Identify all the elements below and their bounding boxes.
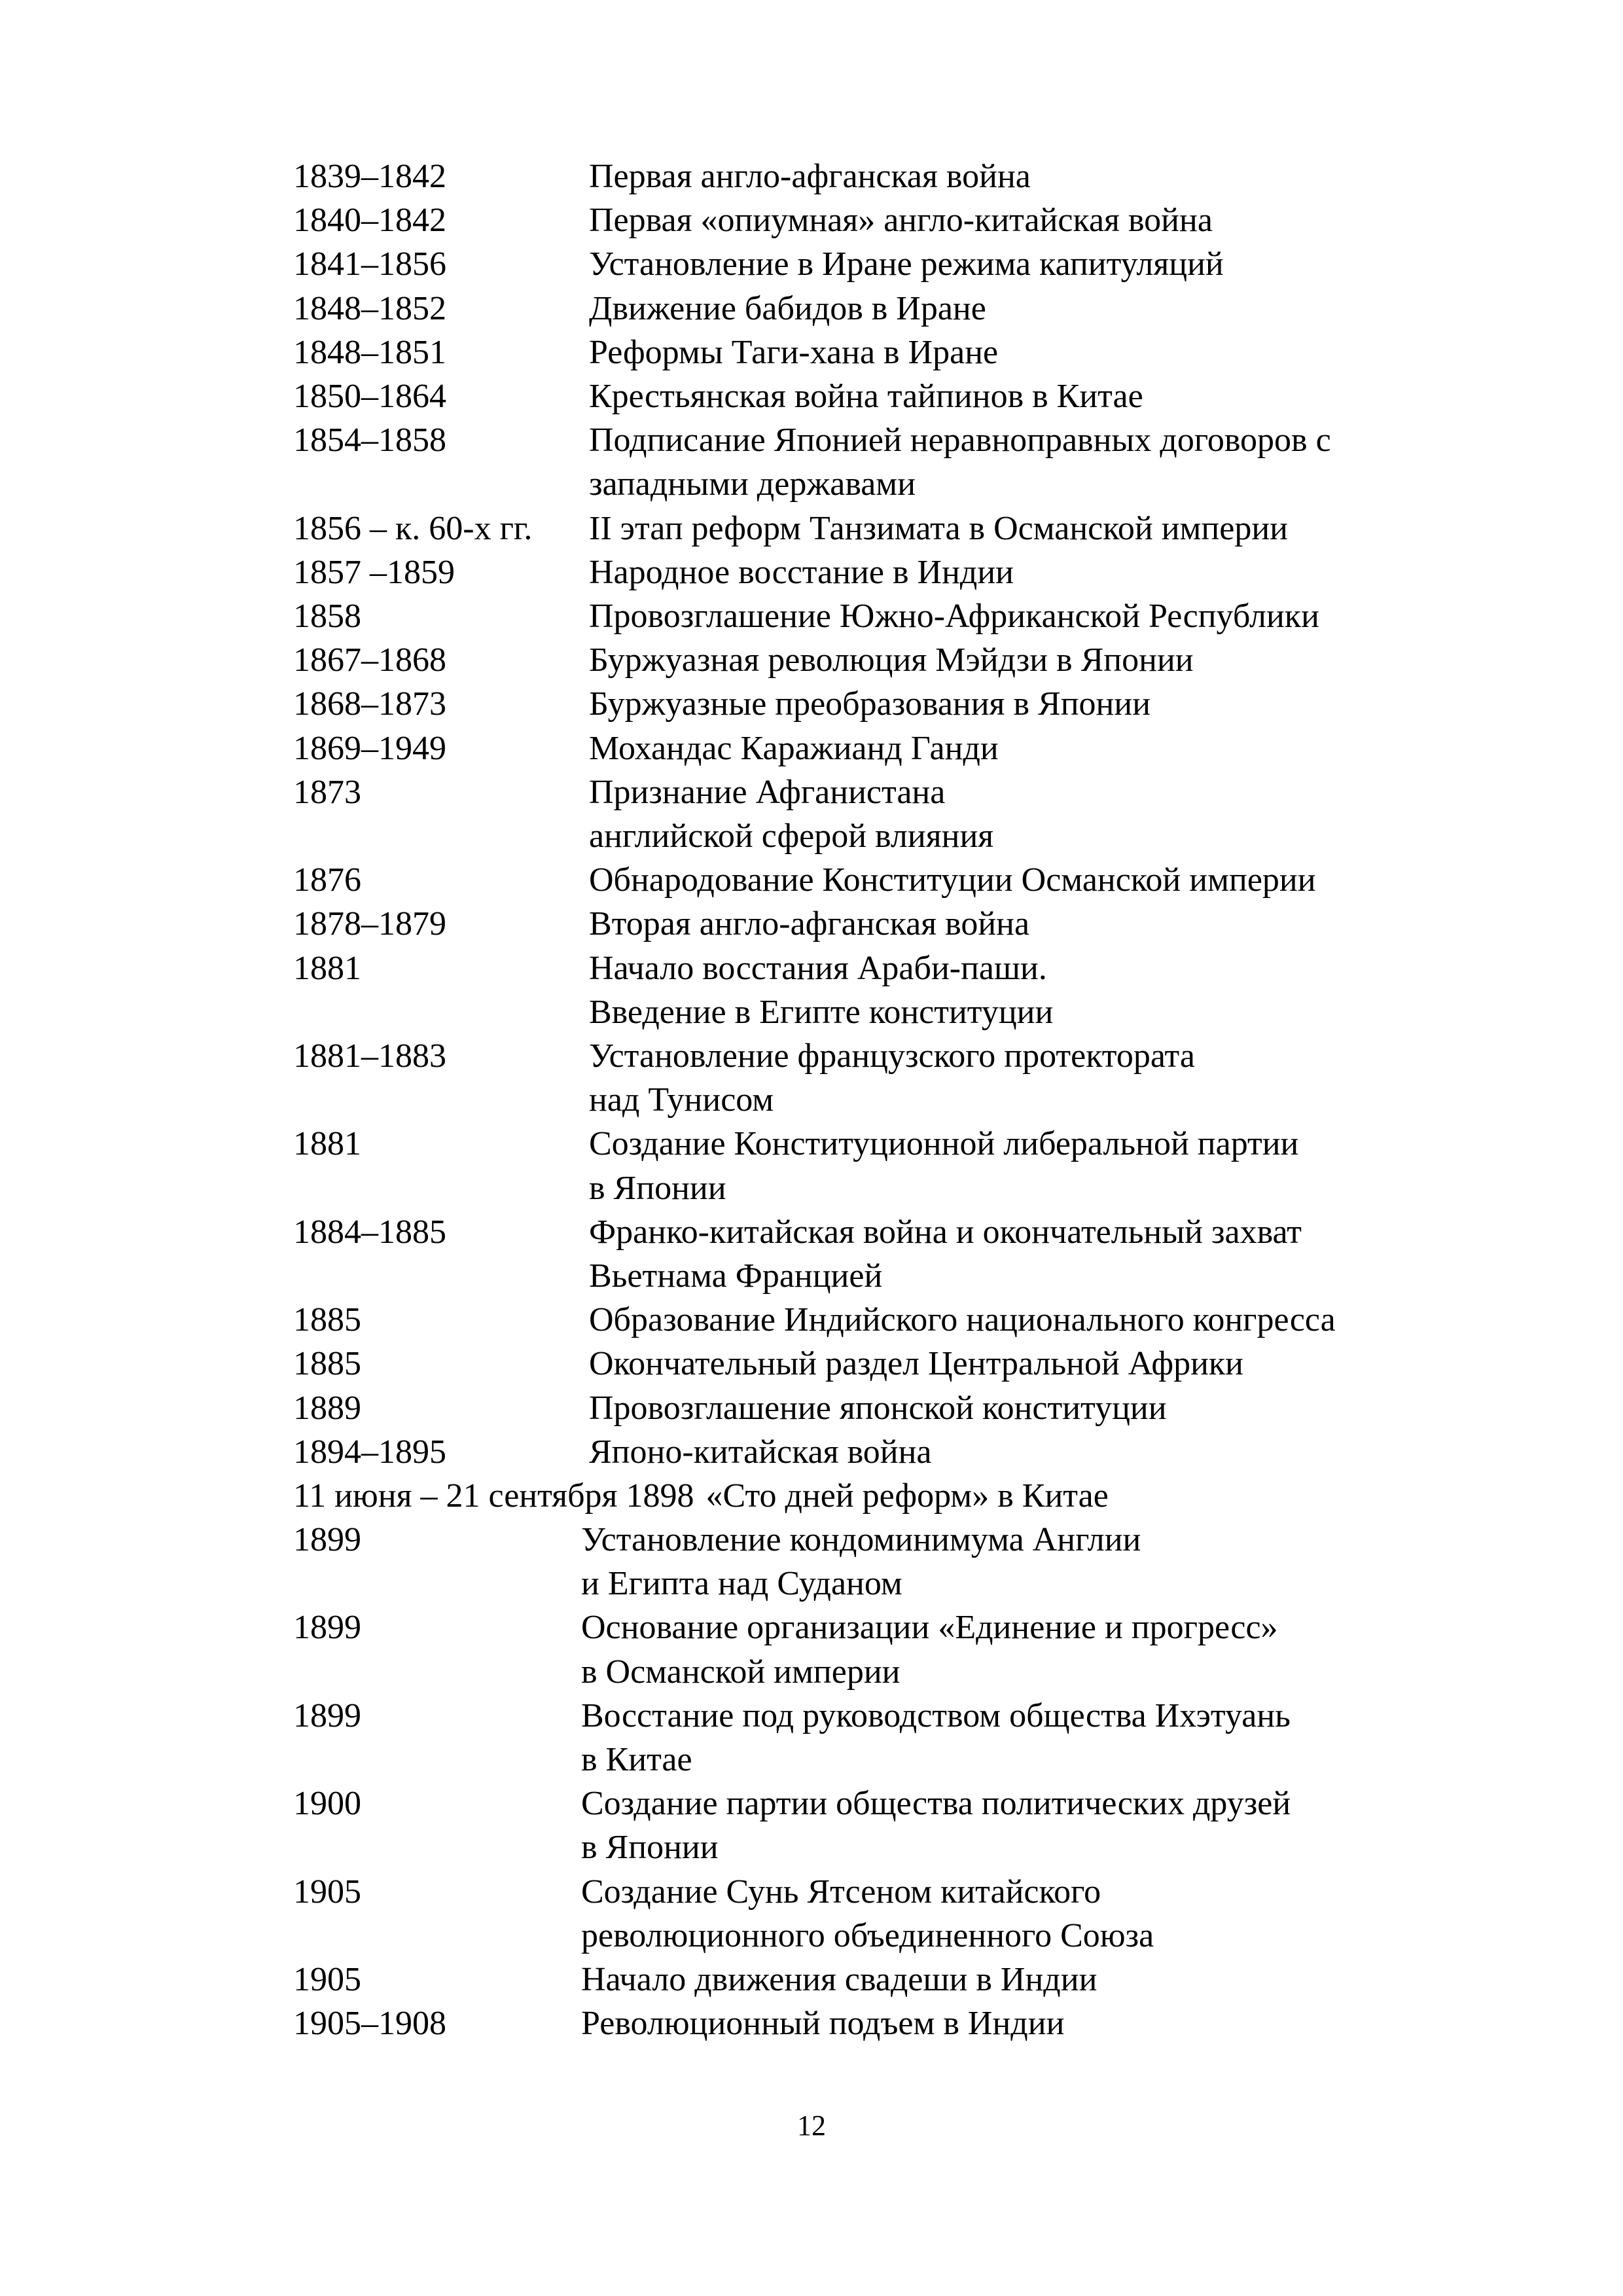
event-description (589, 287, 1484, 331)
event-date: 1868–1873 (293, 685, 446, 723)
chronology-row (293, 1958, 1484, 2001)
event-date: 1854–1858 (293, 422, 446, 459)
event-line: Франко-китайская война и окончательный захват (589, 1213, 1302, 1251)
event-description (581, 1605, 1484, 1693)
event-date: 1841–1856 (293, 245, 446, 283)
chronology-row (293, 1298, 1484, 1342)
event-line: над Тунисом (589, 1081, 774, 1119)
chronology-row (293, 331, 1484, 374)
event-description (589, 594, 1484, 638)
event-line: Установление в Иране режима капитуляций (589, 245, 1224, 283)
event-date: 1881 (293, 949, 361, 987)
event-line: Подписание Японией неравноправных договоров с (589, 422, 1331, 459)
event-description (589, 946, 1484, 1034)
chronology-row (293, 770, 1484, 858)
event-date: 1858 (293, 598, 361, 635)
event-date: 1899 (293, 1696, 361, 1734)
event-line: революционного объединенного Союза (581, 1916, 1154, 1954)
chronology-row (293, 507, 1484, 550)
event-description (589, 638, 1484, 682)
chronology-row (293, 858, 1484, 902)
event-description (581, 2001, 1484, 2045)
chronology-row (293, 1386, 1484, 1430)
event-line: Буржуазные преобразования в Японии (589, 685, 1151, 723)
event-date: 1885 (293, 1301, 361, 1339)
event-line: в Китае (581, 1741, 692, 1779)
event-description (589, 1430, 1484, 1474)
event-line: в Японии (581, 1829, 719, 1867)
event-line: Введение в Египте конституции (589, 993, 1054, 1031)
event-date: 1867–1868 (293, 641, 446, 679)
chronology-table (293, 154, 1484, 2045)
event-description (589, 682, 1484, 726)
event-date: 11 июня – 21 сентября 1898 (293, 1477, 694, 1515)
event-description (589, 198, 1484, 242)
chronology-row (293, 682, 1484, 726)
event-description (581, 1870, 1484, 1958)
event-description (589, 1210, 1484, 1298)
chronology-row (293, 374, 1484, 418)
event-date: 1905–1908 (293, 2005, 446, 2043)
event-date: 1850–1864 (293, 378, 446, 416)
chronology-row (293, 902, 1484, 946)
event-description (589, 858, 1484, 902)
event-line: Реформы Таги-хана в Иране (589, 333, 999, 371)
chronology-row (293, 198, 1484, 242)
event-date: 1894–1895 (293, 1433, 446, 1471)
event-line: Признание Афганистана (589, 773, 946, 811)
event-line: Создание партии общества политических друзей (581, 1785, 1291, 1823)
event-line: Вторая англо-афганская война (589, 905, 1030, 943)
chronology-row (293, 1342, 1484, 1386)
event-description (589, 902, 1484, 946)
event-line: Начало движения свадеши в Индии (581, 1960, 1097, 1998)
chronology-row (293, 1474, 1484, 1518)
event-line: Основание организации «Единение и прогресс» (581, 1609, 1278, 1647)
event-date: 1848–1852 (293, 289, 446, 327)
event-line: Мохандас Каражианд Ганди (589, 729, 999, 767)
event-line: Революционный подъем в Индии (581, 2005, 1065, 2043)
event-line: Установление французского протектората (589, 1037, 1195, 1075)
event-line: английской сферой влияния (589, 817, 994, 855)
event-description (589, 331, 1484, 374)
event-date: 1876 (293, 861, 361, 899)
chronology-row (293, 1694, 1484, 1782)
event-description (589, 770, 1484, 858)
chronology-row (293, 1518, 1484, 1605)
chronology-row (293, 1122, 1484, 1210)
chronology-row (293, 594, 1484, 638)
event-description (589, 1298, 1484, 1342)
event-line: Первая «опиумная» англо-китайская война (589, 202, 1213, 240)
event-line: в Японии (589, 1169, 726, 1207)
event-line: Крестьянская война тайпинов в Китае (589, 378, 1143, 416)
event-line: Восстание под руководством общества Ихэтуань (581, 1696, 1291, 1734)
chronology-row (293, 946, 1484, 1034)
event-description (581, 1518, 1484, 1605)
event-date: 1857 –1859 (293, 553, 455, 591)
chronology-row (293, 726, 1484, 770)
event-line: Создание Сунь Ятсеном китайского (581, 1873, 1101, 1910)
event-date: 1885 (293, 1345, 361, 1383)
event-line: Народное восстание в Индии (589, 553, 1014, 591)
event-date: 1848–1851 (293, 333, 446, 371)
event-description (589, 418, 1484, 506)
event-line: Окончательный раздел Центральной Африки (589, 1345, 1243, 1383)
event-line: западными державами (589, 465, 916, 503)
event-description (589, 374, 1484, 418)
event-date: 1881–1883 (293, 1037, 446, 1075)
chronology-row (293, 1605, 1484, 1693)
event-description (581, 1694, 1484, 1782)
event-line: Первая англо-афганская война (589, 158, 1031, 195)
event-date: 1873 (293, 773, 361, 811)
event-line: Начало восстания Араби-паши. (589, 949, 1047, 987)
event-date: 1905 (293, 1873, 361, 1910)
event-line: Провозглашение японской конституции (589, 1389, 1167, 1427)
event-line: Установление кондоминимума Англии (581, 1521, 1141, 1559)
page-number: 12 (797, 2109, 826, 2142)
event-line: II этап реформ Танзимата в Османской империи (589, 509, 1289, 547)
event-description (589, 726, 1484, 770)
chronology-row (293, 1870, 1484, 1958)
chronology-row (293, 418, 1484, 506)
event-line: Движение бабидов в Иране (589, 289, 986, 327)
event-description (694, 1474, 1484, 1518)
event-date: 1899 (293, 1609, 361, 1647)
event-line: Обнародование Конституции Османской империи (589, 861, 1316, 899)
chronology-row (293, 154, 1484, 198)
event-line: Японо-китайская война (589, 1433, 932, 1471)
event-date: 1889 (293, 1389, 361, 1427)
event-description (589, 1034, 1484, 1122)
event-date: 1878–1879 (293, 905, 446, 943)
event-line: в Османской империи (581, 1653, 901, 1691)
event-description (581, 1782, 1484, 1869)
chronology-row (293, 287, 1484, 331)
chronology-row (293, 1782, 1484, 1869)
event-date: 1856 – к. 60-х гг. (293, 509, 533, 547)
event-description (581, 1958, 1484, 2001)
chronology-row (293, 2001, 1484, 2045)
event-date: 1869–1949 (293, 729, 446, 767)
chronology-row (293, 242, 1484, 286)
event-description (589, 1122, 1484, 1210)
event-line: Образование Индийского национального конгресса (589, 1301, 1336, 1339)
event-line: Провозглашение Южно-Африканской Республики (589, 598, 1319, 635)
event-line: Создание Конституционной либеральной партии (589, 1125, 1299, 1163)
event-description (589, 507, 1484, 550)
event-description (589, 154, 1484, 198)
event-line: «Сто дней реформ» в Китае (705, 1477, 1109, 1515)
event-date: 1905 (293, 1960, 361, 1998)
event-description (589, 1386, 1484, 1430)
event-date: 1881 (293, 1125, 361, 1163)
event-description (589, 242, 1484, 286)
event-date: 1840–1842 (293, 202, 446, 240)
event-date: 1899 (293, 1521, 361, 1559)
chronology-row (293, 550, 1484, 594)
chronology-row (293, 1034, 1484, 1122)
event-line: Вьетнама Францией (589, 1257, 883, 1295)
chronology-row (293, 1430, 1484, 1474)
event-line: Буржуазная революция Мэйдзи в Японии (589, 641, 1194, 679)
event-date: 1839–1842 (293, 158, 446, 195)
event-date: 1900 (293, 1785, 361, 1823)
chronology-row (293, 638, 1484, 682)
chronology-row (293, 1210, 1484, 1298)
event-description (589, 1342, 1484, 1386)
event-date: 1884–1885 (293, 1213, 446, 1251)
event-description (589, 550, 1484, 594)
event-line: и Египта над Суданом (581, 1565, 902, 1603)
